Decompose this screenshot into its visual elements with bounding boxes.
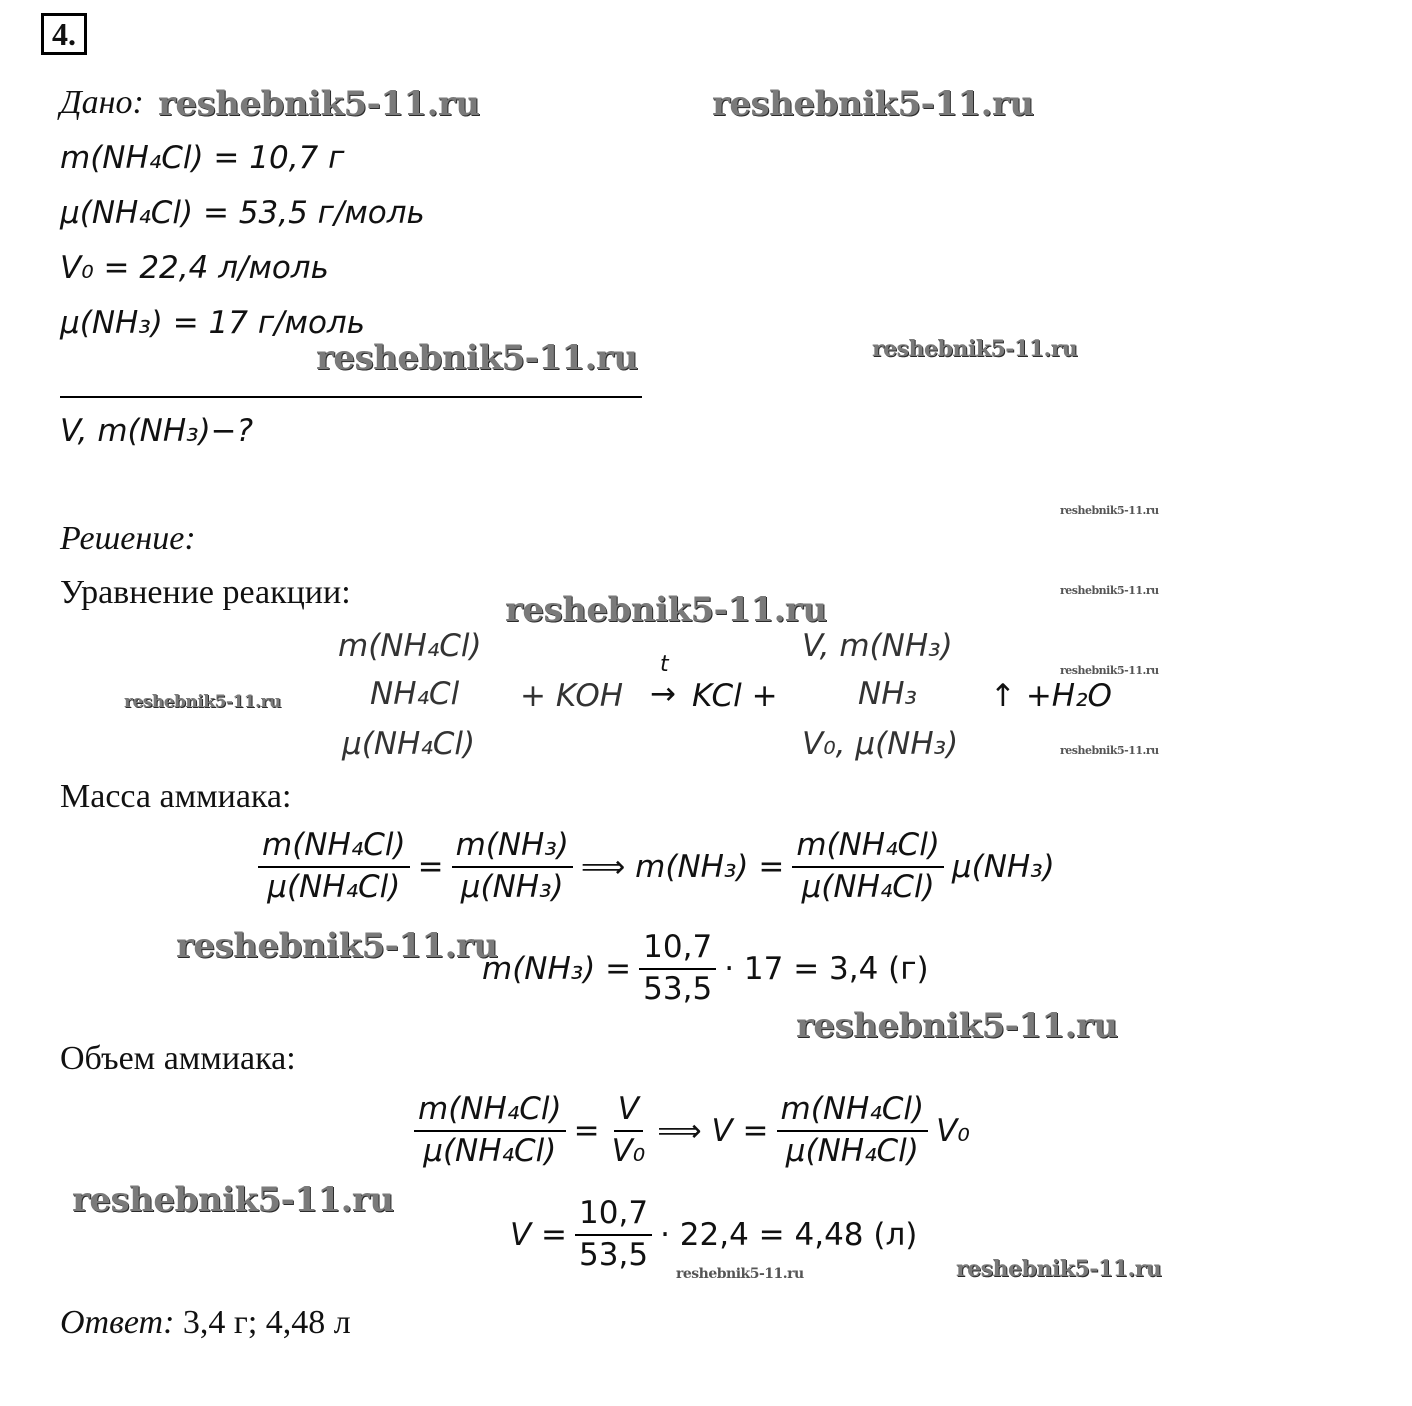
reaction-koh: + KOH xyxy=(520,678,624,714)
volume-fraction-2-denominator: V₀ xyxy=(611,1132,646,1169)
reaction-reactant: NH₄Cl xyxy=(370,676,460,712)
watermark: reshebnik5-11.ru xyxy=(158,84,480,124)
watermark: reshebnik5-11.ru xyxy=(676,1266,804,1282)
reaction-above-right: V, m(NH₃) xyxy=(802,628,953,664)
mass-heading: Масса аммиака: xyxy=(60,778,292,815)
mass-calc-rhs: · 17 = 3,4 (г) xyxy=(724,950,929,987)
reaction-above-left: m(NH₄Cl) xyxy=(338,628,482,664)
answer-value: 3,4 г; 4,48 л xyxy=(182,1304,351,1341)
mass-calc-lhs: m(NH₃) = xyxy=(482,950,632,987)
volume-heading: Объем аммиака: xyxy=(60,1040,296,1077)
watermark: reshebnik5-11.ru xyxy=(872,336,1078,362)
watermark: reshebnik5-11.ru xyxy=(712,84,1034,124)
given-line-molar-mass-nh3: μ(NH₃) = 17 г/моль xyxy=(60,305,365,341)
mass-equals: = xyxy=(417,848,444,885)
reaction-heading: Уравнение реакции: xyxy=(60,574,351,611)
watermark: reshebnik5-11.ru xyxy=(1060,664,1159,677)
watermark: reshebnik5-11.ru xyxy=(124,692,281,712)
volume-fraction-1 xyxy=(414,1092,566,1169)
mass-fraction-1-numerator: m(NH₄Cl) xyxy=(258,828,410,868)
given-divider xyxy=(60,396,642,398)
mass-calc-fraction xyxy=(639,930,716,1007)
reaction-tail: ↑ +H₂O xyxy=(990,678,1112,714)
given-line-molar-volume: V₀ = 22,4 л/моль xyxy=(60,250,329,286)
volume-fraction-2 xyxy=(608,1092,650,1169)
watermark: reshebnik5-11.ru xyxy=(1060,504,1159,517)
solution-label: Решение: xyxy=(60,520,196,557)
mass-formula xyxy=(258,828,1055,905)
volume-fraction-1-numerator: m(NH₄Cl) xyxy=(414,1092,566,1132)
watermark: reshebnik5-11.ru xyxy=(1060,744,1159,757)
volume-calc-fraction xyxy=(575,1196,652,1273)
watermark: reshebnik5-11.ru xyxy=(796,1006,1118,1046)
volume-fraction-3-denominator: μ(NH₄Cl) xyxy=(785,1132,919,1169)
volume-fraction-3 xyxy=(777,1092,929,1169)
volume-fraction-1-denominator: μ(NH₄Cl) xyxy=(423,1132,557,1169)
given-label: Дано: xyxy=(60,84,144,121)
answer-label: Ответ: xyxy=(60,1304,175,1341)
reaction-below-right: V₀, μ(NH₃) xyxy=(802,726,959,762)
watermark: reshebnik5-11.ru xyxy=(505,590,827,630)
mass-fraction-3-numerator: m(NH₄Cl) xyxy=(792,828,944,868)
volume-calc-numerator: 10,7 xyxy=(575,1196,652,1236)
mass-fraction-1-denominator: μ(NH₄Cl) xyxy=(267,868,401,905)
watermark: reshebnik5-11.ru xyxy=(956,1256,1162,1282)
watermark: reshebnik5-11.ru xyxy=(72,1180,394,1220)
watermark: reshebnik5-11.ru xyxy=(176,926,498,966)
reaction-product-kcl: KCl + xyxy=(692,678,778,714)
reaction-product-nh3: NH₃ xyxy=(858,676,917,712)
volume-calc-lhs: V = xyxy=(510,1216,568,1253)
mass-fraction-2 xyxy=(452,828,573,905)
volume-equals: = xyxy=(573,1112,600,1149)
answer-line xyxy=(60,1304,351,1342)
mass-calc-denominator: 53,5 xyxy=(643,970,713,1007)
volume-implies: ⟹ V = xyxy=(657,1112,769,1149)
given-line-molar-mass-nh4cl: μ(NH₄Cl) = 53,5 г/моль xyxy=(60,195,425,231)
watermark: reshebnik5-11.ru xyxy=(1060,584,1159,597)
reaction-arrow-label: t xyxy=(660,652,669,677)
mass-calculation xyxy=(482,930,929,1007)
problem-number: 4. xyxy=(41,13,87,55)
mass-calc-numerator: 10,7 xyxy=(639,930,716,970)
volume-formula xyxy=(414,1092,970,1169)
volume-tail: V₀ xyxy=(936,1112,970,1149)
mass-implies: ⟹ m(NH₃) = xyxy=(580,848,785,885)
reaction-arrow: → xyxy=(650,676,676,712)
mass-tail: μ(NH₃) xyxy=(951,848,1055,885)
watermark: reshebnik5-11.ru xyxy=(316,338,638,378)
find-line: V, m(NH₃)−? xyxy=(60,413,254,449)
reaction-below-left: μ(NH₄Cl) xyxy=(342,726,476,762)
volume-fraction-3-numerator: m(NH₄Cl) xyxy=(777,1092,929,1132)
mass-fraction-3-denominator: μ(NH₄Cl) xyxy=(801,868,935,905)
volume-calc-rhs: · 22,4 = 4,48 (л) xyxy=(660,1216,918,1253)
volume-fraction-2-numerator: V xyxy=(614,1092,643,1132)
mass-fraction-3 xyxy=(792,828,944,905)
volume-calculation xyxy=(510,1196,917,1273)
given-line-mass: m(NH₄Cl) = 10,7 г xyxy=(60,140,345,176)
mass-fraction-2-numerator: m(NH₃) xyxy=(452,828,573,868)
mass-fraction-2-denominator: μ(NH₃) xyxy=(460,868,564,905)
mass-fraction-1 xyxy=(258,828,410,905)
volume-calc-denominator: 53,5 xyxy=(579,1236,649,1273)
